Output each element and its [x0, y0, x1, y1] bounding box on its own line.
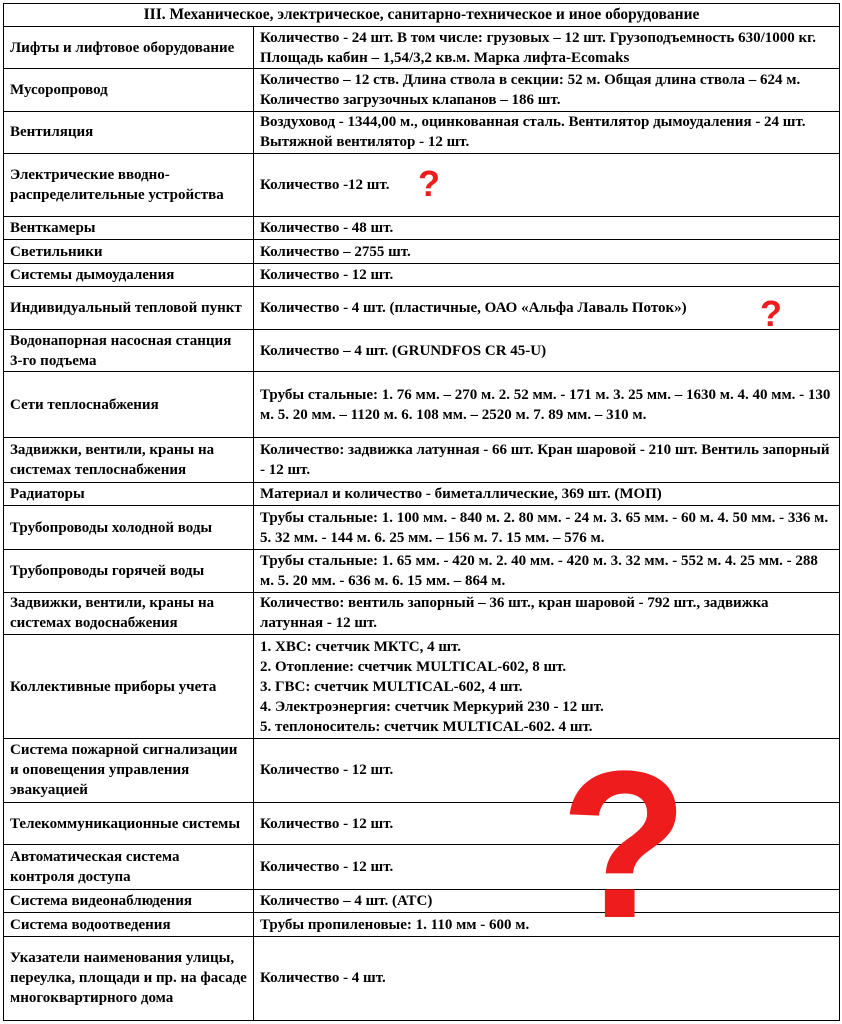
row-value: Трубы стальные: 1. 65 мм. - 420 м. 2. 40 мм. - 420 м. 3. 32 мм. - 552 м. 4. 25 мм. - 288 м. 5. 20 мм. - 636 м. 6. 15 мм. – 864 м. [254, 550, 840, 593]
row-value: Количество - 4 шт. (пластичные, ОАО «Альфа Лаваль Поток») [254, 287, 840, 330]
row-name: Венткамеры [4, 217, 254, 240]
table-row [4, 738, 840, 802]
row-value: Воздуховод - 1344,00 м., оцинкованная сталь. Вентилятор дымоудаления - 24 шт. Вытяжной вентилятор - 12 шт. [254, 111, 840, 154]
row-name: Задвижки, вентили, краны на системах теплоснабжения [4, 438, 254, 483]
row-name: Система водоотведения [4, 913, 254, 936]
row-value: Трубы стальные: 1. 76 мм. – 270 м. 2. 52 мм. - 171 м. 3. 25 мм. – 1630 м. 4. 40 мм. - 130 м. 5. 20 мм. – 1120 м. 6. 108 мм. – 2520 м. 7. 89 мм. – 310 м. [254, 372, 840, 438]
row-name: Указатели наименования улицы, переулка, площади и пр. на фасаде многоквартирного дома [4, 936, 254, 1020]
row-name: Электрические вводно-распределительные устройства [4, 154, 254, 217]
row-name: Система пожарной сигнализации и оповещения управления эвакуацией [4, 738, 254, 802]
table-row [4, 483, 840, 506]
table-row [4, 240, 840, 263]
row-value: Количество - 4 шт. [254, 936, 840, 1020]
table-row [4, 635, 840, 739]
table-row [4, 372, 840, 438]
row-value: Материал и количество - биметаллические, 369 шт. (МОП) [254, 483, 840, 506]
row-value: Количество – 4 шт. (АТС) [254, 890, 840, 913]
row-value: Количество - 12 шт. [254, 738, 840, 802]
row-name: Сети теплоснабжения [4, 372, 254, 438]
table-row [4, 68, 840, 111]
row-value: Количество - 24 шт. В том числе: грузовых – 12 шт. Грузоподъемность 630/1000 кг. Площадь кабин – 1,54/3,2 кв.м. Марка лифта-Ecomaks [254, 27, 840, 69]
table-row [4, 845, 840, 890]
row-value: Количество - 12 шт. [254, 263, 840, 286]
row-name: Вентиляция [4, 111, 254, 154]
row-name: Лифты и лифтовое оборудование [4, 27, 254, 69]
table-row [4, 913, 840, 936]
table-row [4, 287, 840, 330]
row-name: Мусоропровод [4, 68, 254, 111]
question-mark-annotation: ? [760, 293, 782, 334]
table-row [4, 802, 840, 845]
row-name: Радиаторы [4, 483, 254, 506]
row-name: Задвижки, вентили, краны на системах водоснабжения [4, 592, 254, 635]
row-value: Трубы стальные: 1. 100 мм. - 840 м. 2. 80 мм. - 24 м. 3. 65 мм. - 60 м. 4. 50 мм. - 336 м. 5. 32 мм. - 144 м. 6. 25 мм. – 156 м. 7. 15 мм. – 576 м. [254, 506, 840, 550]
row-value: Количество - 12 шт. [254, 845, 840, 890]
row-value: 1. ХВС: счетчик МКТС, 4 шт. 2. Отопление: счетчик MULTICAL-602, 8 шт. 3. ГВС: счетчик MULTICAL-602, 4 шт. 4. Электроэнергия: счетчик Меркурий 230 - 12 шт. 5. теплоноситель: счетчик MULTICAL-602. 4 шт. [254, 635, 840, 739]
row-name: Индивидуальный тепловой пункт [4, 287, 254, 330]
row-value: Количество - 48 шт. [254, 217, 840, 240]
row-value: Количество: задвижка латунная - 66 шт. Кран шаровой - 210 шт. Вентиль запорный - 12 шт. [254, 438, 840, 483]
row-value: Количество - 12 шт. [254, 802, 840, 845]
row-name: Коллективные приборы учета [4, 635, 254, 739]
row-value: Количество – 4 шт. (GRUNDFOS CR 45-U) [254, 329, 840, 372]
question-mark-annotation: ? [418, 163, 440, 204]
table-row [4, 592, 840, 635]
row-name: Трубопроводы горячей воды [4, 550, 254, 593]
row-value: Трубы пропиленовые: 1. 110 мм - 600 м. [254, 913, 840, 936]
row-name: Телекоммуникационные системы [4, 802, 254, 845]
table-row [4, 890, 840, 913]
row-name: Водонапорная насосная станция 3-го подъема [4, 329, 254, 372]
table-title: III. Механическое, электрическое, санитарно-техническое и иное оборудование [4, 4, 840, 27]
table-row [4, 438, 840, 483]
row-value: Количество: вентиль запорный – 36 шт., кран шаровой - 792 шт., задвижка латунная - 12 шт. [254, 592, 840, 635]
table-row [4, 329, 840, 372]
row-name: Система видеонаблюдения [4, 890, 254, 913]
table-title-row [4, 4, 840, 27]
large-question-mark-annotation: ? [560, 727, 689, 962]
table-row [4, 111, 840, 154]
row-name: Трубопроводы холодной воды [4, 506, 254, 550]
row-name: Светильники [4, 240, 254, 263]
table-row [4, 550, 840, 593]
row-name: Автоматическая система контроля доступа [4, 845, 254, 890]
table-row [4, 506, 840, 550]
row-value: Количество – 2755 шт. [254, 240, 840, 263]
table-row [4, 217, 840, 240]
table-row [4, 154, 840, 217]
table-row [4, 27, 840, 69]
table-row [4, 936, 840, 1020]
equipment-table [3, 3, 840, 1021]
row-value: Количество -12 шт. [254, 154, 840, 217]
table-row [4, 263, 840, 286]
row-value: Количество – 12 ств. Длина ствола в секции: 52 м. Общая длина ствола – 624 м. Количество загрузочных клапанов – 186 шт. [254, 68, 840, 111]
row-name: Системы дымоудаления [4, 263, 254, 286]
